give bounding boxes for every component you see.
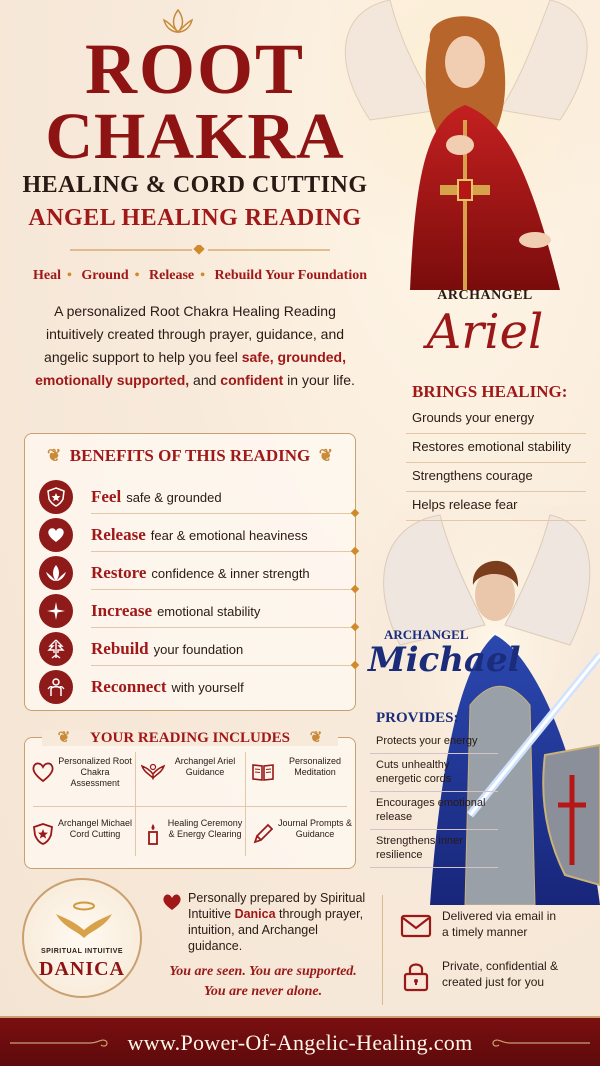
list-item: Protects your energy: [370, 730, 498, 754]
list-item: Cuts unhealthy energetic cords: [370, 754, 498, 792]
book-icon: [251, 760, 275, 784]
heart-icon: [162, 893, 182, 911]
list-item: Helps release fear: [406, 492, 586, 521]
benefit-keyword: Feel: [91, 487, 122, 506]
benefit-text: your foundation: [153, 642, 244, 657]
benefit-text: fear & emotional heaviness: [150, 528, 308, 543]
benefit-text: confidence & inner strength: [151, 566, 310, 581]
benefits-title: ❦ BENEFITS OF THIS READING ❦: [47, 446, 333, 465]
tagline: Heal • Ground • Release • Rebuild Your Foundation: [32, 268, 368, 283]
tag-ground: Ground: [81, 268, 129, 283]
benefit-row: [39, 632, 349, 670]
benefit-keyword: Increase: [91, 601, 153, 620]
list-item: Strengthens inner resilience: [370, 830, 498, 868]
michael-heading: PROVIDES:: [376, 710, 459, 726]
sparkle-icon: [39, 594, 73, 628]
delivery-row: [400, 908, 590, 948]
title-line-2: CHAKRA: [45, 100, 345, 173]
archangel-ariel-illustration: [330, 0, 600, 290]
affirmation-quote: You are seen. You are supported. You are never alone.: [169, 964, 357, 999]
include-label: Personalized Meditation: [288, 756, 342, 777]
ariel-list: [406, 405, 586, 521]
include-item: [25, 750, 135, 804]
benefits-box: [24, 433, 356, 711]
benefit-row: [39, 556, 349, 594]
tree-roots-icon: [39, 632, 73, 666]
ariel-name: Ariel: [426, 304, 544, 360]
delivery-text: Private, confidential & created just for you: [442, 959, 559, 989]
tag-release: Release: [149, 268, 195, 283]
subtitle-healing: HEALING & CORD CUTTING: [22, 172, 368, 198]
include-label: Archangel Ariel Guidance: [174, 756, 236, 777]
ariel-prefix: ARCHANGEL: [437, 288, 533, 303]
seal-name: DANICA: [39, 958, 125, 980]
heart-icon: [39, 518, 73, 552]
include-label: Archangel Michael Cord Cutting: [57, 818, 133, 839]
list-item: Encourages emotional release: [370, 792, 498, 830]
include-label: Journal Prompts & Guidance: [277, 818, 353, 839]
benefit-keyword: Restore: [91, 563, 147, 582]
benefit-row: [39, 670, 349, 708]
benefit-keyword: Reconnect: [91, 677, 167, 696]
subtitle-reading: ANGEL HEALING READING: [28, 205, 362, 231]
benefit-keyword: Rebuild: [91, 639, 149, 658]
michael-prefix: ARCHANGEL: [384, 627, 469, 642]
include-label: Personalized Root Chakra Assessment: [58, 756, 132, 788]
benefit-text: with yourself: [171, 680, 244, 695]
include-item: [25, 812, 135, 866]
title-line-1: ROOT: [84, 29, 306, 109]
danica-seal-logo: [22, 878, 142, 998]
lock-icon: [400, 960, 432, 992]
delivery-text: Delivered via email in a timely manner: [442, 909, 557, 939]
list-item: Strengthens courage: [406, 463, 586, 492]
includes-title: ❦ YOUR READING INCLUDES ❦: [25, 728, 355, 747]
benefit-row: [39, 594, 349, 632]
michael-list: [370, 730, 498, 868]
seal-subtitle: SPIRITUAL INTUITIVE: [40, 948, 124, 955]
shield-star-icon: [39, 480, 73, 514]
footer-banner: [0, 1016, 600, 1066]
person-icon: [39, 670, 73, 704]
michael-name: Michael: [368, 640, 521, 680]
benefit-keyword: Release: [91, 525, 146, 544]
benefit-text: safe & grounded: [126, 490, 222, 505]
ornament-divider: [70, 245, 330, 255]
lotus-icon: [39, 556, 73, 590]
swirl-ornament: [490, 1036, 590, 1050]
website-url[interactable]: www.Power-Of-Angelic-Healing.com: [127, 1030, 473, 1055]
benefit-text: emotional stability: [157, 604, 261, 619]
ariel-heading: BRINGS HEALING:: [412, 382, 568, 401]
includes-box: [24, 730, 356, 869]
include-item: [135, 812, 245, 866]
envelope-icon: [400, 910, 432, 942]
benefit-row: [39, 518, 349, 556]
list-item: Grounds your energy: [406, 405, 586, 434]
intro-paragraph: A personalized Root Chakra Healing Reading intuitively created through prayer, guidance, and angelic support to help you feel safe, grounded, emotionally supported, and confident in your life.: [35, 303, 355, 388]
tag-rebuild: Rebuild Your Foundation: [214, 268, 368, 283]
shield-icon: [31, 822, 55, 846]
include-item: [245, 812, 355, 866]
prepared-by-text: Personally prepared by Spiritual Intuitive Danica through prayer, intuition, and Archangel guidance.: [188, 891, 366, 953]
delivery-row: [400, 958, 590, 998]
pen-icon: [251, 822, 275, 846]
tag-heal: Heal: [32, 268, 61, 283]
wings-icon: [141, 760, 165, 784]
candle-icon: [141, 822, 165, 846]
include-item: [135, 750, 245, 804]
wings-halo-icon: [54, 898, 114, 946]
include-item: [245, 750, 355, 804]
heart-outline-icon: [31, 760, 55, 784]
list-item: Restores emotional stability: [406, 434, 586, 463]
benefit-row: [39, 480, 349, 518]
include-label: Healing Ceremony & Energy Clearing: [167, 818, 243, 839]
